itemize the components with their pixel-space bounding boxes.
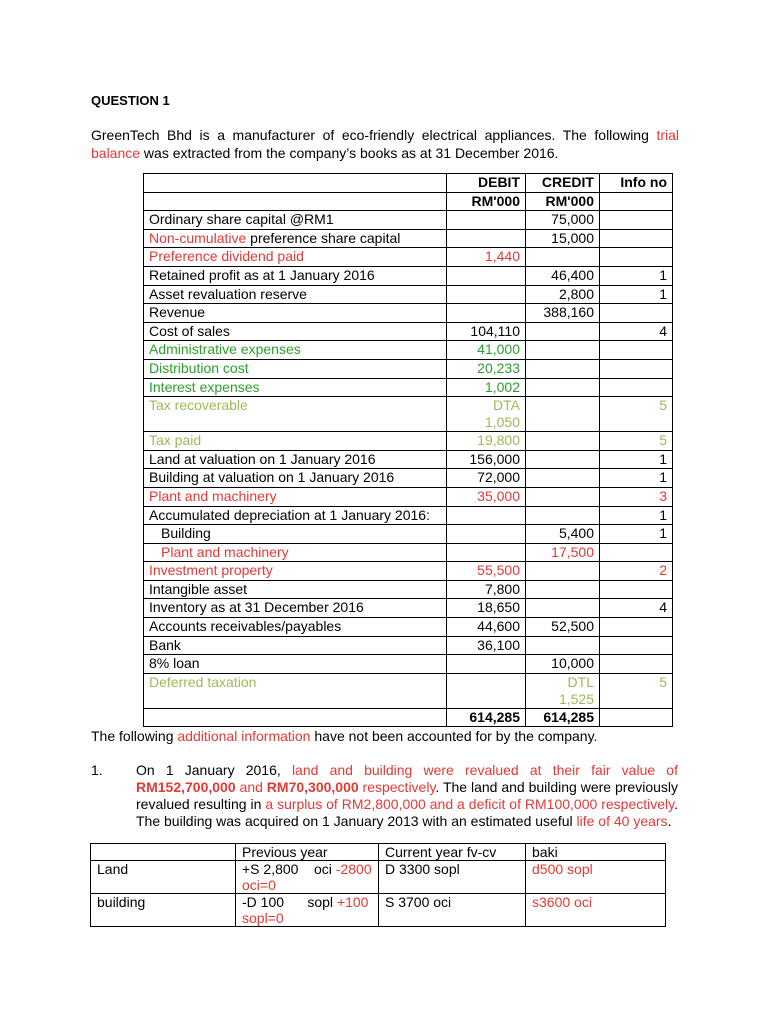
account-name <box>144 432 447 451</box>
info-cell: 5 <box>600 432 673 451</box>
account-name-text: Tax paid <box>149 432 202 449</box>
info-cell <box>600 655 673 674</box>
table-row <box>144 432 673 451</box>
intro-text-end: was extracted from the company’s books as at 31 December 2016. <box>140 145 559 161</box>
credit-cell: 75,000 <box>526 211 600 230</box>
table-row <box>144 580 673 599</box>
info-cell <box>600 304 673 323</box>
intro-highlight: trial balance <box>91 127 679 161</box>
revaluation-header-row <box>91 844 666 861</box>
intro-paragraph <box>91 126 679 162</box>
table-row <box>144 304 673 323</box>
account-name <box>144 618 447 637</box>
item-number: 1. <box>91 762 103 778</box>
table-row <box>144 266 673 285</box>
revaluation-row <box>91 861 666 894</box>
debit-cell <box>447 211 526 230</box>
question-title: QUESTION 1 <box>91 93 170 108</box>
account-name <box>144 599 447 618</box>
table-row <box>144 285 673 304</box>
table-row <box>144 525 673 544</box>
account-name-text: Building <box>161 525 211 542</box>
table-header-row <box>144 174 673 193</box>
credit-cell: 2,800 <box>526 285 600 304</box>
previous-year-cell <box>236 861 379 894</box>
item1-segment: RM70,300,000 <box>266 779 359 795</box>
debit-cell <box>447 359 526 378</box>
account-name-text: Plant and machinery <box>161 543 289 560</box>
info-cell: 1 <box>600 285 673 304</box>
account-name-text: Accumulated depreciation at 1 January 2016: <box>149 506 430 523</box>
debit-cell <box>447 397 526 432</box>
account-name <box>144 341 447 360</box>
table-row <box>144 211 673 230</box>
account-name-text: Bank <box>149 636 181 653</box>
debit-cell <box>447 248 526 267</box>
credit-cell <box>526 636 600 655</box>
debit-cell <box>447 432 526 451</box>
table-row <box>144 378 673 397</box>
debit-value: 1,440 <box>484 248 520 265</box>
revaluation-table <box>90 843 666 927</box>
total-row <box>144 708 673 727</box>
info-cell <box>600 543 673 562</box>
credit-cell: 5,400 <box>526 525 600 544</box>
baki-cell: d500 sopl <box>526 861 666 894</box>
item1-segment: respectively <box>358 779 436 795</box>
item1-segment: life of 40 years <box>576 813 668 829</box>
debit-cell <box>447 673 526 708</box>
credit-cell <box>526 322 600 341</box>
item1-paragraph <box>136 762 678 830</box>
rv-header-baki: baki <box>526 844 666 861</box>
account-name-text: Land at valuation on 1 January 2016 <box>149 450 376 467</box>
credit-cell <box>526 487 600 506</box>
asset-name: building <box>91 894 236 927</box>
credit-cell: 388,160 <box>526 304 600 323</box>
credit-cell <box>526 562 600 581</box>
debit-value: DTA <box>493 397 520 414</box>
subheader-info <box>600 192 673 211</box>
total-label <box>144 708 447 727</box>
info-cell <box>600 211 673 230</box>
account-name <box>144 525 447 544</box>
info-cell: 2 <box>600 562 673 581</box>
account-name-text: Intangible asset <box>149 580 248 597</box>
debit-value: 104,110 <box>470 322 520 339</box>
table-row <box>144 562 673 581</box>
additional-text: The following <box>91 728 178 744</box>
table-row <box>144 543 673 562</box>
table-row <box>144 636 673 655</box>
info-cell: 5 <box>600 673 673 708</box>
info-cell <box>600 341 673 360</box>
account-name <box>144 211 447 230</box>
debit-cell <box>447 266 526 285</box>
debit-value: 41,000 <box>477 341 520 358</box>
additional-info-line <box>91 728 597 744</box>
account-name <box>144 580 447 599</box>
credit-cell <box>526 432 600 451</box>
debit-value: 18,650 <box>477 599 520 616</box>
debit-cell <box>447 562 526 581</box>
info-cell <box>600 229 673 248</box>
debit-cell <box>447 636 526 655</box>
debit-cell <box>447 469 526 488</box>
table-row <box>144 450 673 469</box>
debit-value: 19,800 <box>477 432 520 449</box>
credit-cell: 17,500 <box>526 543 600 562</box>
credit-cell: 52,500 <box>526 618 600 637</box>
info-cell: 3 <box>600 487 673 506</box>
table-row <box>144 469 673 488</box>
previous-year-adjust: +100 sopl=0 <box>242 894 369 926</box>
account-name-text: Asset revaluation reserve <box>149 285 307 302</box>
debit-cell <box>447 618 526 637</box>
header-info: Info no <box>600 174 673 193</box>
account-name-text: Accounts receivables/payables <box>149 618 342 635</box>
credit-cell <box>526 397 600 432</box>
info-cell: 1 <box>600 525 673 544</box>
credit-cell: DTL 1,525 <box>526 673 600 708</box>
info-cell <box>600 580 673 599</box>
table-row <box>144 655 673 674</box>
account-name <box>144 266 447 285</box>
table-row <box>144 359 673 378</box>
previous-year-cell <box>236 894 379 927</box>
debit-value: 35,000 <box>477 487 520 504</box>
debit-value: 156,000 <box>469 450 520 467</box>
account-name-text: preference share capital <box>246 229 401 246</box>
debit-cell <box>447 229 526 248</box>
account-name <box>144 673 447 708</box>
item1-segment: and <box>235 779 267 795</box>
debit-cell <box>447 487 526 506</box>
additional-highlight: additional information <box>177 728 311 744</box>
credit-cell: 15,000 <box>526 229 600 248</box>
item1-segment: land and building were revalued at their fair value of <box>291 762 678 778</box>
debit-cell <box>447 285 526 304</box>
account-name <box>144 248 447 267</box>
account-name-text: Investment property <box>149 562 273 579</box>
account-name-text: Retained profit as at 1 January 2016 <box>149 266 375 283</box>
previous-year-adjust: -2800 oci=0 <box>242 861 372 893</box>
info-cell <box>600 636 673 655</box>
debit-cell <box>447 378 526 397</box>
debit-value: 36,100 <box>477 636 520 653</box>
item1-segment: RM152,700,000 <box>136 779 236 795</box>
debit-value: 7,800 <box>484 580 520 597</box>
header-cell <box>144 174 447 193</box>
table-row <box>144 248 673 267</box>
debit-cell <box>447 341 526 360</box>
table-row <box>144 229 673 248</box>
total-info <box>600 708 673 727</box>
account-name-text: Tax recoverable <box>149 397 248 414</box>
credit-cell <box>526 580 600 599</box>
account-name <box>144 304 447 323</box>
info-cell <box>600 248 673 267</box>
debit-cell <box>447 322 526 341</box>
total-credit: 614,285 <box>526 708 600 727</box>
info-cell: 4 <box>600 322 673 341</box>
debit-cell <box>447 655 526 674</box>
account-name <box>144 562 447 581</box>
account-name-text: Ordinary share capital @RM1 <box>149 211 334 228</box>
account-name-text: Administrative expenses <box>149 341 301 358</box>
info-cell: 5 <box>600 397 673 432</box>
credit-cell <box>526 450 600 469</box>
credit-cell <box>526 599 600 618</box>
debit-value: 72,000 <box>477 469 520 486</box>
credit-cell <box>526 248 600 267</box>
credit-cell <box>526 341 600 360</box>
account-name <box>144 636 447 655</box>
account-name <box>144 655 447 674</box>
subheader-cell <box>144 192 447 211</box>
current-year-cell: D 3300 sopl <box>379 861 526 894</box>
debit-cell <box>447 599 526 618</box>
revaluation-row <box>91 894 666 927</box>
item1-segment: On 1 January 2016, <box>136 762 292 778</box>
current-year-cell: S 3700 oci <box>379 894 526 927</box>
debit-value: 55,500 <box>477 562 520 579</box>
additional-text-end: have not been accounted for by the company. <box>310 728 598 744</box>
debit-cell <box>447 506 526 525</box>
info-cell <box>600 359 673 378</box>
credit-cell: 10,000 <box>526 655 600 674</box>
account-name-text: Deferred taxation <box>149 673 257 690</box>
debit-cell <box>447 304 526 323</box>
account-name <box>144 322 447 341</box>
table-row <box>144 618 673 637</box>
credit-cell <box>526 469 600 488</box>
table-row <box>144 599 673 618</box>
info-cell: 4 <box>600 599 673 618</box>
info-cell: 1 <box>600 450 673 469</box>
info-cell: 1 <box>600 266 673 285</box>
account-name <box>144 450 447 469</box>
account-name <box>144 487 447 506</box>
previous-year-text: -D 100 sopl <box>242 894 337 910</box>
subheader-credit-unit: RM'000 <box>526 192 600 211</box>
baki-cell: s3600 oci <box>526 894 666 927</box>
item1-segment: a surplus of RM2,800,000 and a deficit of RM100,000 respectively <box>265 796 675 812</box>
subheader-debit-unit: RM'000 <box>447 192 526 211</box>
previous-year-text: +S 2,800 oci <box>242 861 336 877</box>
account-name <box>144 359 447 378</box>
credit-cell <box>526 359 600 378</box>
item1-segment: . The land and building were previously revalued resulting in <box>136 779 679 812</box>
debit-value: 1,002 <box>484 378 520 395</box>
account-name <box>144 543 447 562</box>
asset-name: Land <box>91 861 236 894</box>
total-debit: 614,285 <box>447 708 526 727</box>
info-cell <box>600 378 673 397</box>
credit-cell <box>526 378 600 397</box>
table-row <box>144 673 673 708</box>
account-name <box>144 378 447 397</box>
table-row <box>144 322 673 341</box>
credit-cell: 46,400 <box>526 266 600 285</box>
rv-header-current: Current year fv-cv <box>379 844 526 861</box>
table-subheader-row <box>144 192 673 211</box>
info-cell: 1 <box>600 506 673 525</box>
account-name <box>144 229 447 248</box>
debit-cell <box>447 525 526 544</box>
info-cell: 1 <box>600 469 673 488</box>
account-name <box>144 506 447 525</box>
table-row <box>144 506 673 525</box>
account-name-text: Preference dividend paid <box>149 248 304 265</box>
table-row <box>144 341 673 360</box>
item1-segment: . <box>667 813 672 829</box>
debit-cell <box>447 450 526 469</box>
account-name-text: Cost of sales <box>149 322 230 339</box>
table-row <box>144 397 673 432</box>
rv-header-cell <box>91 844 236 861</box>
intro-text: GreenTech Bhd is a manufacturer of eco-friendly electrical appliances. The following <box>91 127 657 143</box>
account-name-text: 8% loan <box>149 655 200 672</box>
account-name-text: Interest expenses <box>149 378 260 395</box>
account-name <box>144 397 447 432</box>
debit-cell <box>447 580 526 599</box>
account-name-text: Revenue <box>149 304 206 321</box>
header-debit: DEBIT <box>447 174 526 193</box>
account-name-text: Building at valuation on 1 January 2016 <box>149 469 395 486</box>
trial-balance-table <box>143 173 673 727</box>
account-name-text: Plant and machinery <box>149 487 277 504</box>
debit-value: 44,600 <box>477 618 520 635</box>
account-name-text: Distribution cost <box>149 359 249 376</box>
item1-segment: . The building was acquired on 1 January 2013 with an estimated useful <box>136 796 678 829</box>
account-name-highlight: Non-cumulative <box>149 229 247 246</box>
credit-cell <box>526 506 600 525</box>
debit-cell <box>447 543 526 562</box>
rv-header-previous: Previous year <box>236 844 379 861</box>
account-name-text: Inventory as at 31 December 2016 <box>149 599 364 616</box>
debit-value-2: 1,050 <box>484 414 520 431</box>
account-name <box>144 469 447 488</box>
account-name <box>144 285 447 304</box>
header-credit: CREDIT <box>526 174 600 193</box>
table-row <box>144 487 673 506</box>
debit-value: 20,233 <box>477 359 520 376</box>
info-cell <box>600 618 673 637</box>
